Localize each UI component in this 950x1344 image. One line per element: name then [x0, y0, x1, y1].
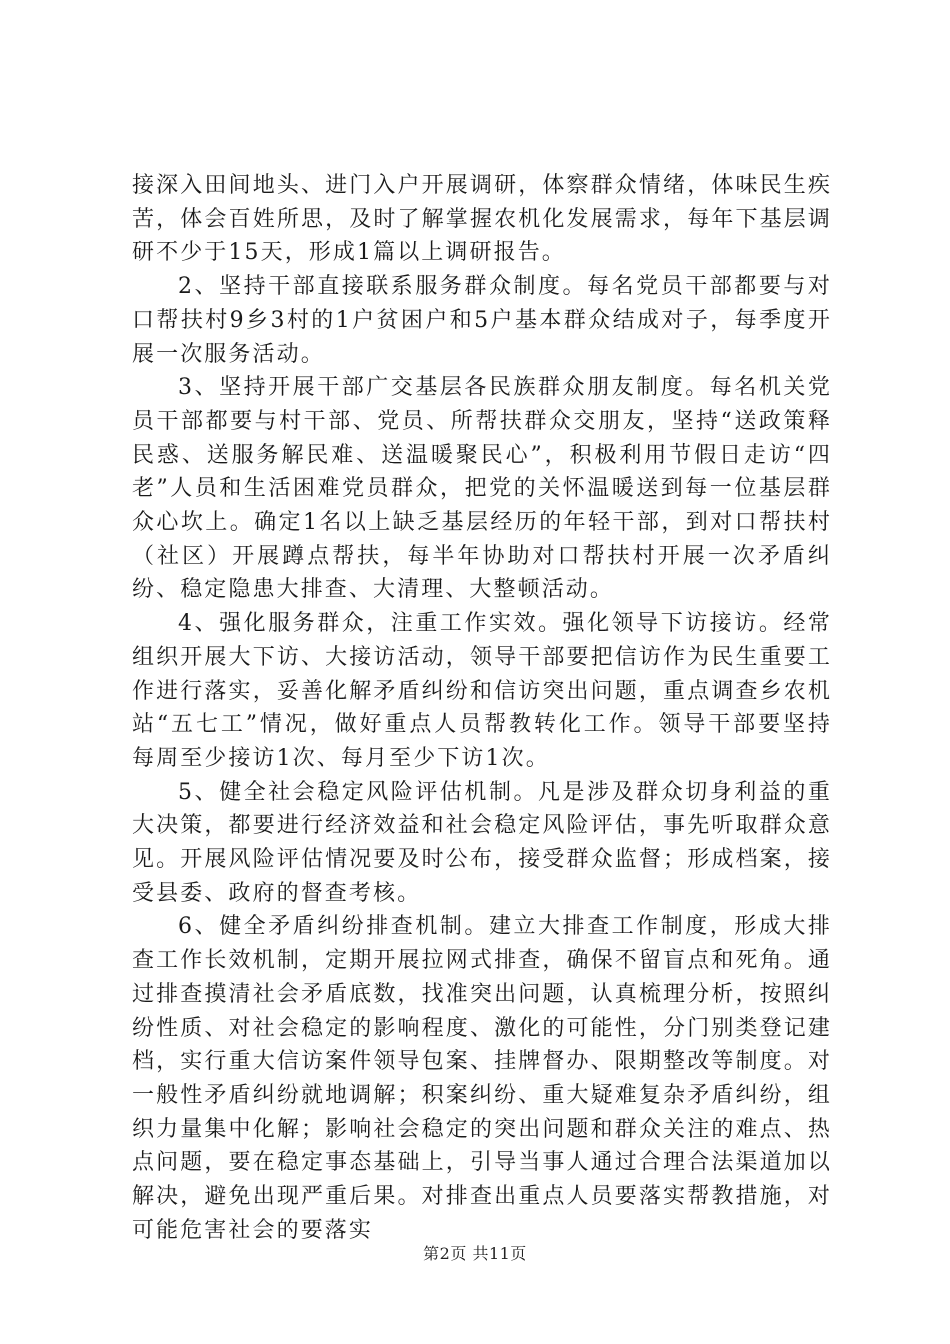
document-body: [132, 169, 832, 1248]
paragraph-item-3: 3、坚持开展干部广交基层各民族群众朋友制度。每名机关党员干部都要与村干部、党员、所帮扶群众交朋友，坚持“送政策释民惑、送服务解民难、送温暖聚民心”，积极利用节假日走访“四老”人员和生活困难党员群众，把党的关怀温暖送到每一位基层群众心坎上。确定1名以上缺乏基层经历的年轻干部，到对口帮扶村（社区）开展蹲点帮扶，每半年协助对口帮扶村开展一次矛盾纠纷、稳定隐患大排查、大清理、大整顿活动。: [132, 375, 832, 603]
paragraph-continuation: 接深入田间地头、进门入户开展调研，体察群众情绪，体味民生疾苦，体会百姓所思，及时了解掌握农机化发展需求，每年下基层调研不少于15天，形成1篇以上调研报告。: [132, 173, 832, 266]
paragraph-item-5: 5、健全社会稳定风险评估机制。凡是涉及群众切身利益的重大决策，都要进行经济效益和社会稳定风险评估，事先听取群众意见。开展风险评估情况要及时公布，接受群众监督；形成档案，接受县委、政府的督查考核。: [132, 779, 832, 906]
paragraph-item-2: 2、坚持干部直接联系服务群众制度。每名党员干部都要与对口帮扶村9乡3村的1户贫困户和5户基本群众结成对子，每季度开展一次服务活动。: [132, 274, 832, 367]
paragraph-item-4: 4、强化服务群众，注重工作实效。强化领导下访接访。经常组织开展大下访、大接访活动，领导干部要把信访作为民生重要工作进行落实，妥善化解矛盾纠纷和信访突出问题，重点调查乡农机站“五七工”情况，做好重点人员帮教转化工作。领导干部要坚持每周至少接访1次、每月至少下访1次。: [132, 611, 832, 771]
paragraph-item-6: 6、健全矛盾纠纷排查机制。建立大排查工作制度，形成大排查工作长效机制，定期开展拉网式排查，确保不留盲点和死角。通过排查摸清社会矛盾底数，找准突出问题，认真梳理分析，按照纠纷性质、对社会稳定的影响程度、激化的可能性，分门别类登记建档，实行重大信访案件领导包案、挂牌督办、限期整改等制度。对一般性矛盾纠纷就地调解；积案纠纷、重大疑难复杂矛盾纠纷，组织力量集中化解；影响社会稳定的突出问题和群众关注的难点、热点问题，要在稳定事态基础上，引导当事人通过合理合法渠道加以解决，避免出现严重后果。对排查出重点人员要落实帮教措施，对可能危害社会的要落实: [132, 914, 832, 1243]
page-number-footer: 第2页 共11页: [423, 1244, 527, 1263]
